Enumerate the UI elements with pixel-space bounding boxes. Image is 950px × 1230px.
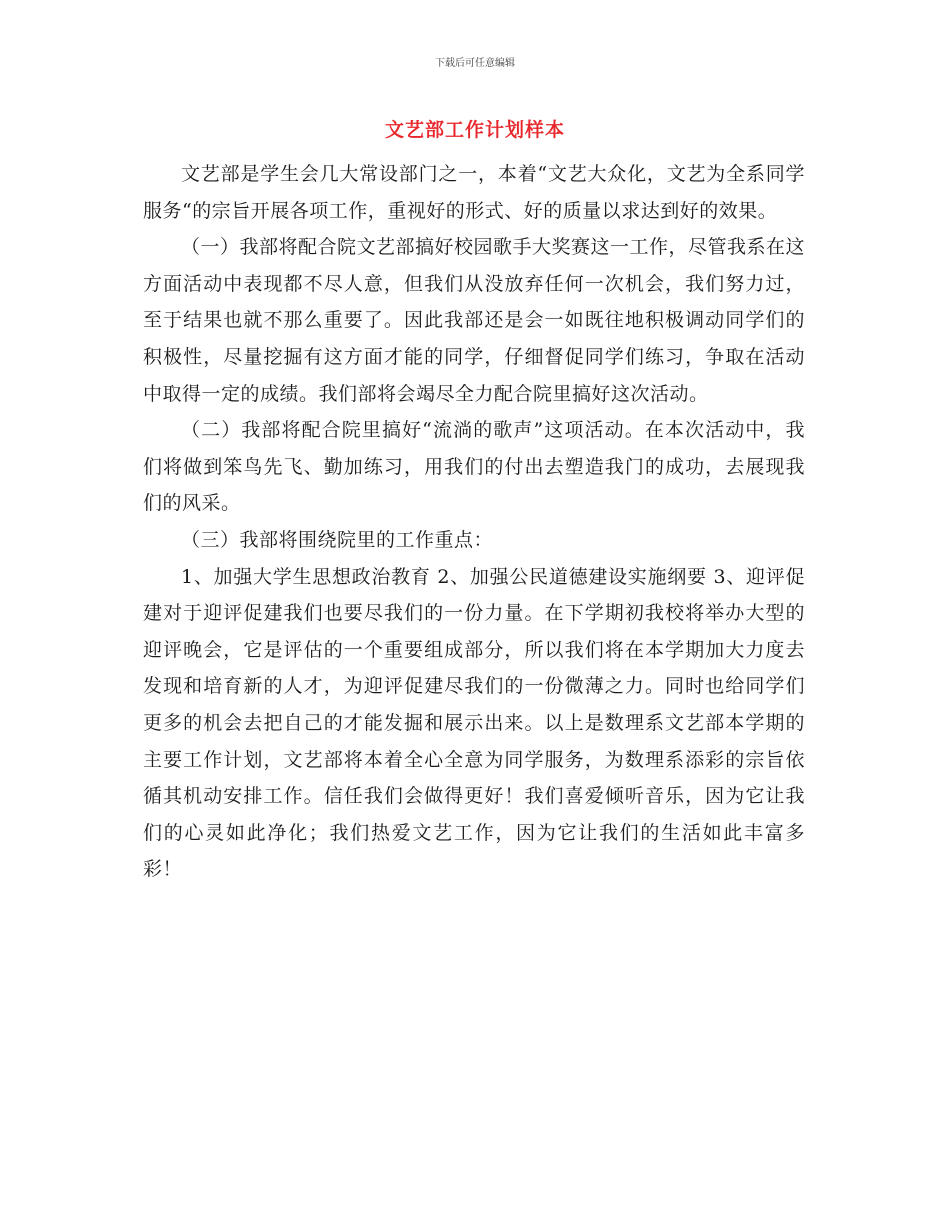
paragraph-item-3: （三）我部将围绕院里的工作重点：: [181, 528, 494, 551]
paragraph-key-points: 1、加强大学生思想政治教育 2、加强公民道德建设实施纲要 3、迎评促建对于迎评促建我们也要尽我们的一份力量。在下学期初我校将举办大型的迎评晚会，它是评估的一个重要组成部分，所以我们将在本学期加大力度去发现和培育新的人才，为迎评促建尽我们的一份微薄之力。同时也给同学们更多的机会去把自己的才能发掘和展示出来。以上是数理系文艺部本学期的主要工作计划，文艺部将本着全心全意为同学服务，为数理系添彩的宗旨依循其机动安排工作。信任我们会做得更好！我们喜爱倾听音乐，因为它让我们的心灵如此净化；我们热爱文艺工作，因为它让我们的生活如此丰富多彩！: [143, 565, 805, 881]
document-body: [143, 156, 805, 888]
header-note: 下载后可任意编辑: [435, 58, 515, 69]
paragraph-item-2: （二）我部将配合院里搞好“流淌的歌声”这项活动。在本次活动中，我们将做到笨鸟先飞、勤加练习，用我们的付出去塑造我门的成功，去展现我们的风采。: [143, 419, 805, 515]
document-title: 文艺部工作计划样本: [384, 119, 565, 141]
paragraph-item-1: （一）我部将配合院文艺部搞好校园歌手大奖赛这一工作，尽管我系在这方面活动中表现都不尽人意，但我们从没放弃任何一次机会，我们努力过，至于结果也就不那么重要了。因此我部还是会一如既往地积极调动同学们的积极性，尽量挖掘有这方面才能的同学，仔细督促同学们练习，争取在活动中取得一定的成绩。我们部将会竭尽全力配合院里搞好这次活动。: [143, 236, 806, 405]
paragraph-intro: 文艺部是学生会几大常设部门之一，本着“文艺大众化，文艺为全系同学服务“的宗旨开展各项工作，重视好的形式、好的质量以求达到好的效果。: [143, 163, 805, 222]
